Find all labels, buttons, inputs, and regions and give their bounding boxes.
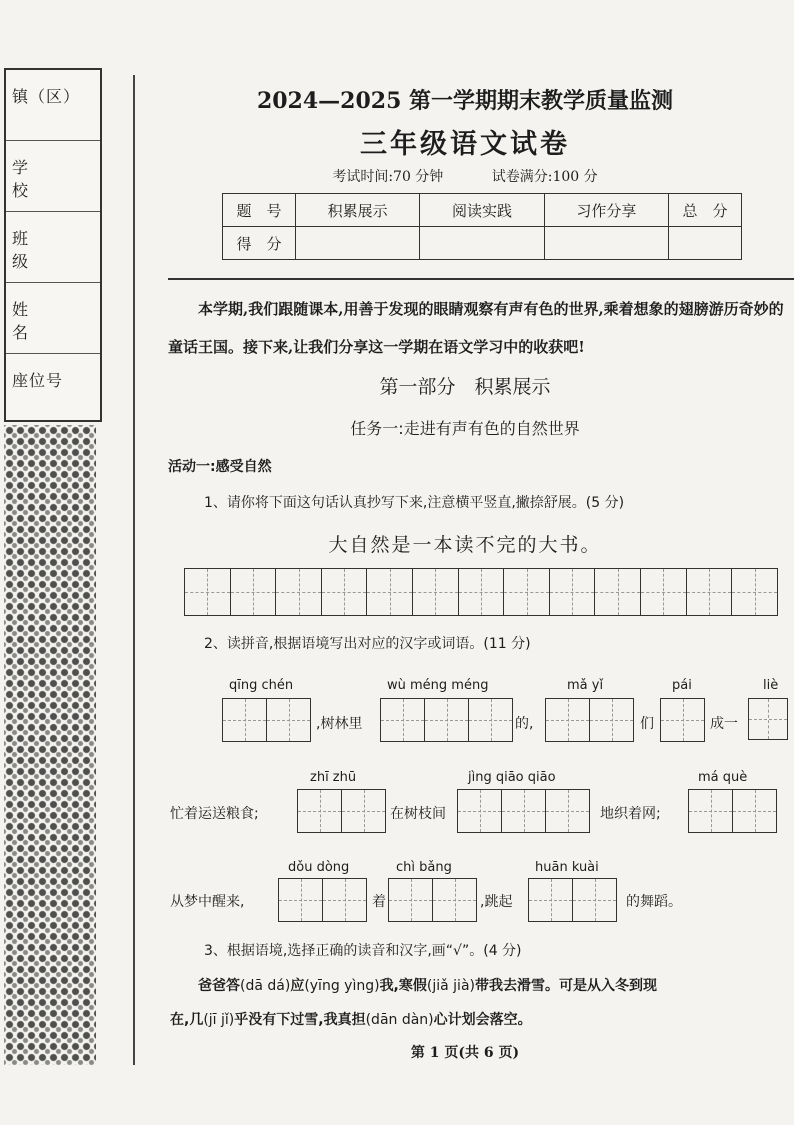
context-text: ,树林里 xyxy=(316,716,363,732)
box-cell[interactable] xyxy=(546,699,590,741)
box-cell[interactable] xyxy=(323,879,366,921)
pinyin: huān kuài xyxy=(535,860,599,875)
exam-time: 考试时间:70 分钟 xyxy=(332,169,444,185)
box-cell[interactable] xyxy=(573,879,616,921)
name-label: 姓名 xyxy=(12,300,61,342)
grid-cell[interactable] xyxy=(595,569,641,615)
question-3-prompt: 3、根据语境,选择正确的读音和汉字,画“√”。(4 分) xyxy=(204,943,522,959)
pinyin: má què xyxy=(698,770,748,785)
context-text: 成一 xyxy=(710,716,738,732)
box-cell[interactable] xyxy=(469,699,512,741)
box-cell[interactable] xyxy=(433,879,476,921)
box-cell[interactable] xyxy=(529,879,573,921)
grid-cell[interactable] xyxy=(367,569,413,615)
question-2-prompt: 2、读拼音,根据语境写出对应的汉字或词语。(11 分) xyxy=(204,636,531,652)
grid-cell[interactable] xyxy=(550,569,596,615)
box-cell[interactable] xyxy=(425,699,469,741)
binding-pattern xyxy=(4,425,96,1065)
full-score: 试卷满分:100 分 xyxy=(491,169,598,185)
student-info-sidebar xyxy=(4,68,102,422)
score-header-writing: 习作分享 xyxy=(544,194,668,227)
pinyin: zhī zhū xyxy=(310,770,357,785)
grid-cell[interactable] xyxy=(687,569,733,615)
box-cell[interactable] xyxy=(279,879,323,921)
grid-cell[interactable] xyxy=(732,569,777,615)
answer-box[interactable] xyxy=(297,789,386,833)
task-heading: 任务一:走进有声有色的自然世界 xyxy=(350,419,580,438)
question-3-line-2 xyxy=(170,1004,782,1037)
box-cell[interactable] xyxy=(661,699,704,741)
class-field[interactable] xyxy=(6,212,100,283)
q3-text: 爸爸答 xyxy=(198,978,240,994)
q3-text: 心计划会落空。 xyxy=(433,1012,532,1028)
school-field[interactable] xyxy=(6,141,100,212)
question-3-line-1 xyxy=(170,970,782,1003)
seat-label: 座位号 xyxy=(12,371,64,390)
box-cell[interactable] xyxy=(502,790,546,832)
answer-box[interactable] xyxy=(380,698,513,742)
grid-cell[interactable] xyxy=(413,569,459,615)
context-text: 从梦中醒来, xyxy=(170,894,245,910)
town-label: 镇（区） xyxy=(12,87,81,106)
class-label: 班级 xyxy=(12,229,61,271)
pinyin-choice[interactable]: (jiǎ jià) xyxy=(426,978,475,994)
answer-box[interactable] xyxy=(457,789,590,833)
exam-title: 2024—2025 第一学期期末教学质量监测 xyxy=(256,88,674,114)
box-cell[interactable] xyxy=(689,790,733,832)
q3-text: 我,寒假 xyxy=(379,978,427,994)
writing-grid[interactable] xyxy=(184,568,778,616)
box-cell[interactable] xyxy=(267,699,310,741)
pinyin: chì bǎng xyxy=(396,860,452,875)
question-1-prompt: 1、请你将下面这句话认真抄写下来,注意横平竖直,撇捺舒展。(5 分) xyxy=(204,495,625,511)
pinyin: wù méng méng xyxy=(387,678,489,693)
context-text: 在树枝间 xyxy=(390,806,446,822)
box-cell[interactable] xyxy=(298,790,342,832)
context-text: 着 xyxy=(372,894,386,910)
grid-cell[interactable] xyxy=(276,569,322,615)
exam-info xyxy=(160,166,770,186)
context-text: 的, xyxy=(515,716,534,732)
grid-cell[interactable] xyxy=(231,569,277,615)
divider xyxy=(168,278,794,280)
answer-box[interactable] xyxy=(528,878,617,922)
score-header-number: 题 号 xyxy=(223,194,296,227)
pinyin-choice[interactable]: (dā dá) xyxy=(240,978,291,994)
pinyin: liè xyxy=(763,678,779,693)
context-text: 忙着运送粮食; xyxy=(170,806,259,822)
context-text: 的舞蹈。 xyxy=(626,894,682,910)
box-cell[interactable] xyxy=(458,790,502,832)
context-text: 们 xyxy=(640,716,654,732)
score-row-label: 得 分 xyxy=(223,227,296,260)
grid-cell[interactable] xyxy=(459,569,505,615)
score-cell[interactable] xyxy=(544,227,668,260)
exam-subtitle: 三年级语文试卷 xyxy=(360,129,570,160)
score-cell[interactable] xyxy=(420,227,544,260)
grid-cell[interactable] xyxy=(641,569,687,615)
intro-paragraph: 本学期,我们跟随课本,用善于发现的眼睛观察有声有色的世界,乘着想象的翅膀游历奇妙的童话王国。接下来,让我们分享这一学期在语文学习中的收获吧! xyxy=(168,300,784,356)
binding-line xyxy=(133,75,135,1065)
answer-box[interactable] xyxy=(545,698,634,742)
q3-text: 应 xyxy=(290,978,305,994)
pinyin: jìng qiāo qiāo xyxy=(468,770,556,785)
pinyin: pái xyxy=(672,678,692,693)
answer-box[interactable] xyxy=(748,698,788,740)
q3-text: 带我去滑雪。可是从入冬到现 xyxy=(474,978,657,994)
pinyin: dǒu dòng xyxy=(288,860,350,875)
box-cell[interactable] xyxy=(590,699,633,741)
grid-cell[interactable] xyxy=(322,569,368,615)
answer-box[interactable] xyxy=(388,878,477,922)
activity-heading: 活动一:感受自然 xyxy=(168,459,272,475)
part-heading: 第一部分 积累展示 xyxy=(379,376,551,398)
grid-cell[interactable] xyxy=(504,569,550,615)
grid-cell[interactable] xyxy=(185,569,231,615)
pinyin-choice[interactable]: (dān dàn) xyxy=(365,1012,434,1028)
answer-box[interactable] xyxy=(278,878,367,922)
score-header-accumulation: 积累展示 xyxy=(296,194,420,227)
box-cell[interactable] xyxy=(546,790,589,832)
box-cell[interactable] xyxy=(342,790,385,832)
pinyin-choice[interactable]: (yīng yìng) xyxy=(304,978,380,994)
box-cell[interactable] xyxy=(733,790,776,832)
context-text: 地织着网; xyxy=(600,806,661,822)
score-header-reading: 阅读实践 xyxy=(420,194,544,227)
box-cell[interactable] xyxy=(749,699,787,739)
score-cell[interactable] xyxy=(669,227,742,260)
answer-box[interactable] xyxy=(222,698,311,742)
context-text: ,跳起 xyxy=(480,894,513,910)
answer-box[interactable] xyxy=(660,698,705,742)
page-footer: 第 1 页(共 6 页) xyxy=(410,1045,520,1061)
town-field[interactable] xyxy=(6,70,100,141)
answer-box[interactable] xyxy=(688,789,777,833)
score-cell[interactable] xyxy=(296,227,420,260)
school-label: 学校 xyxy=(12,158,61,200)
copy-sentence: 大自然是一本读不完的大书。 xyxy=(328,534,602,556)
seat-field[interactable] xyxy=(6,354,100,424)
box-cell[interactable] xyxy=(389,879,433,921)
pinyin: mǎ yǐ xyxy=(567,678,604,693)
box-cell[interactable] xyxy=(223,699,267,741)
score-table xyxy=(222,193,742,260)
q3-text: 在,几 xyxy=(170,1012,204,1028)
box-cell[interactable] xyxy=(381,699,425,741)
name-field[interactable] xyxy=(6,283,100,354)
pinyin-choice[interactable]: (jī jǐ) xyxy=(203,1012,235,1028)
q3-text: 乎没有下过雪,我真担 xyxy=(234,1012,366,1028)
pinyin: qīng chén xyxy=(229,678,294,693)
score-header-total: 总 分 xyxy=(669,194,742,227)
